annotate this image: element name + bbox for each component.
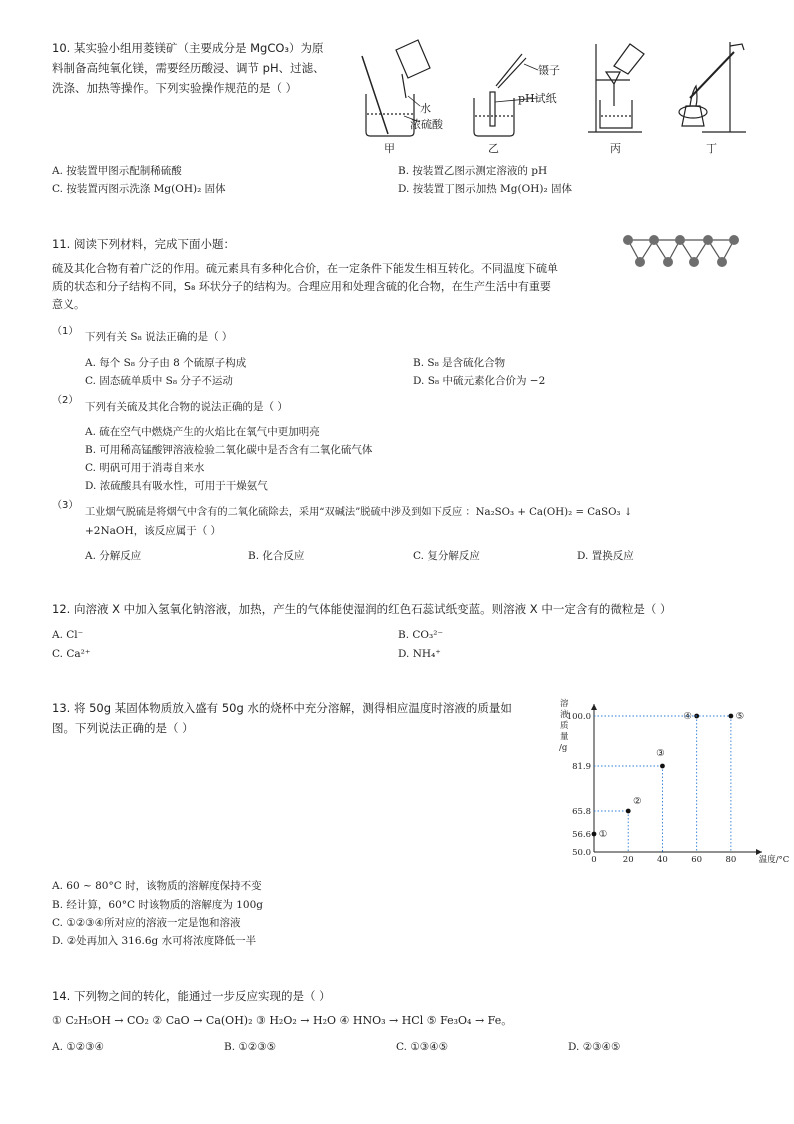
q13-option-c[interactable]: C. ①②③④所对应的溶液一定是饱和溶液 <box>52 917 241 929</box>
chart-point-label: ① <box>598 829 608 840</box>
q11-sub3-option-b[interactable]: B. 化合反应 <box>248 550 305 562</box>
apparatus-bing <box>588 44 644 132</box>
q11-sub2-option-a[interactable]: A. 硫在空气中燃烧产生的火焰比在氧气中更加明亮 <box>85 426 320 438</box>
chart-x-tick-label: 20 <box>622 855 634 865</box>
caption-ding: 丁 <box>706 142 717 155</box>
caption-yi: 乙 <box>488 142 499 155</box>
chart-point-5 <box>728 714 733 719</box>
chart-ylabel-5: /g <box>559 743 568 753</box>
solution-mass-chart <box>548 694 790 870</box>
chart-ylabel-2: 液 <box>560 710 569 720</box>
q11-sub1-option-c[interactable]: C. 固态硫单质中 S₈ 分子不运动 <box>85 375 233 387</box>
chart-point-label: ③ <box>656 748 665 759</box>
q11-sub1-option-d[interactable]: D. S₈ 中硫元素化合价为 −2 <box>413 375 546 387</box>
q11-sub2-option-d[interactable]: D. 浓硫酸具有吸水性，可用于干燥氨气 <box>85 480 268 492</box>
s8-ring-structure <box>618 230 748 272</box>
q10-stem-line3: 洗涤、加热等操作。下列实验操作规范的是（ ） <box>52 81 298 95</box>
q11-material <box>52 260 612 314</box>
q10-option-d[interactable]: D. 按装置丁图示加热 Mg(OH)₂ 固体 <box>398 183 573 195</box>
q12-option-a[interactable]: A. Cl⁻ <box>52 629 84 641</box>
chart-point-label: ④ <box>683 711 692 722</box>
label-water: 水 <box>420 102 431 115</box>
q11-sub3-option-a[interactable]: A. 分解反应 <box>85 550 142 562</box>
chart-point-label: ② <box>632 796 642 807</box>
q11-material-line3: 意义。 <box>52 298 85 311</box>
q11-sub2-option-c[interactable]: C. 明矾可用于消毒自来水 <box>85 462 205 474</box>
q11-material-line2: 质的状态和分子结构不同，S₈ 环状分子的结构为。合理应用和处理含硫的化合物，在生产生活中有重要 <box>52 280 551 293</box>
q11-sub3-number: （3） <box>52 500 79 511</box>
caption-bing: 丙 <box>610 142 621 155</box>
q13-option-b[interactable]: B. 经计算，60°C 时该物质的溶解度为 100g <box>52 899 263 911</box>
q11-sub2-stem: 下列有关硫及其化合物的说法正确的是（ ） <box>85 401 288 413</box>
q11-sub1-stem: 下列有关 S₈ 说法正确的是（ ） <box>85 331 233 343</box>
chart-y-tick-label: 56.6 <box>572 830 591 840</box>
chart-point-1 <box>592 832 597 837</box>
label-ph-paper: pH试纸 <box>518 92 557 105</box>
q11-title: 11. 阅读下列材料，完成下面小题： <box>52 237 235 251</box>
q10-stem-line2: 料制备高纯氧化镁，需要经历酸浸、调节 pH、过滤、 <box>52 61 325 75</box>
label-concentrated-acid: 浓硫酸 <box>410 118 443 131</box>
q13-stem-line1: 13. 将 50g 某固体物质放入盛有 50g 水的烧杯中充分溶解，测得相应温度时溶液的质量如 <box>52 701 512 715</box>
chart-point-2 <box>626 809 631 814</box>
q11-sub3-option-c[interactable]: C. 复分解反应 <box>413 550 480 562</box>
chart-x-tick-label: 40 <box>657 855 668 865</box>
chart-point-label: ⑤ <box>735 711 745 722</box>
chart-x-tick-label: 80 <box>725 855 737 865</box>
q10-stem-line1: 10. 某实验小组用菱镁矿（主要成分是 MgCO₃）为原 <box>52 41 324 55</box>
q11-sub2-option-b[interactable]: B. 可用稀高锰酸钾溶液检验二氧化碳中是否含有二氧化硫气体 <box>85 444 373 456</box>
chart-ylabel-3: 质 <box>560 721 569 731</box>
chart-y-tick-label: 100.0 <box>566 712 591 722</box>
q10-option-c[interactable]: C. 按装置丙图示洗涤 Mg(OH)₂ 固体 <box>52 183 226 195</box>
q12-stem: 12. 向溶液 X 中加入氢氧化钠溶液，加热，产生的气体能使湿润的红色石蕊试纸变蓝。则溶液 X 中一定含有的微粒是（ ） <box>52 602 672 616</box>
q10-option-b[interactable]: B. 按装置乙图示测定溶液的 pH <box>398 165 548 177</box>
q12-option-d[interactable]: D. NH₄⁺ <box>398 648 441 660</box>
q14-option-c[interactable]: C. ①③④⑤ <box>396 1041 448 1053</box>
q14-option-b[interactable]: B. ①②③⑤ <box>224 1041 277 1053</box>
q11-sub3-stem-line1: 工业烟气脱硫是将烟气中含有的二氧化硫除去，采用“双碱法”脱硫中涉及到如下反应 ：Na₂SO₃ + Ca(OH)₂ = CaSO₃ ↓ <box>85 507 633 518</box>
q14-reactions: ① C₂H₅OH → CO₂ ② CaO → Ca(OH)₂ ③ H₂O₂ → H₂O ④ HNO₃ → HCl ⑤ Fe₃O₄ → Fe。 <box>52 1014 513 1027</box>
chart-x-axis-label: 温度/°C <box>758 855 790 865</box>
q10-stem <box>52 38 352 98</box>
q14-option-a[interactable]: A. ①②③④ <box>52 1041 104 1053</box>
q11-sub2-number: （2） <box>52 395 79 406</box>
chart-point-3 <box>660 764 665 769</box>
q13-option-a[interactable]: A. 60 ~ 80°C 时，该物质的溶解度保持不变 <box>52 880 262 892</box>
q10-apparatus-figure <box>352 36 762 156</box>
q14-stem: 14. 下列物之间的转化，能通过一步反应实现的是（ ） <box>52 989 331 1003</box>
chart-y-tick-label: 65.8 <box>572 807 591 817</box>
chart-y-tick-label: 50.0 <box>572 848 591 858</box>
q10-option-a[interactable]: A. 按装置甲图示配制稀硫酸 <box>52 165 182 177</box>
chart-ylabel-4: 量 <box>560 732 569 742</box>
chart-x-tick-label: 0 <box>591 855 597 865</box>
q12-option-b[interactable]: B. CO₃²⁻ <box>398 629 443 641</box>
chart-y-arrow <box>591 704 597 710</box>
q11-material-line1: 硫及其化合物有着广泛的作用。硫元素具有多种化合价，在一定条件下能发生相互转化。不同温度下硫单 <box>52 262 558 275</box>
q13-stem-line2: 图。下列说法正确的是（ ） <box>52 721 194 735</box>
q14-option-d[interactable]: D. ②③④⑤ <box>568 1041 621 1053</box>
apparatus-ding <box>679 42 746 132</box>
q11-sub1-option-a[interactable]: A. 每个 S₈ 分子由 8 个硫原子构成 <box>85 357 247 369</box>
q11-sub1-option-b[interactable]: B. S₈ 是含硫化合物 <box>413 357 506 369</box>
q13-stem <box>52 698 542 738</box>
chart-y-tick-label: 81.9 <box>572 762 591 772</box>
caption-jia: 甲 <box>384 142 395 155</box>
chart-ylabel-1: 溶 <box>560 699 569 709</box>
q11-sub3-option-d[interactable]: D. 置换反应 <box>577 550 634 562</box>
q11-sub1-number: （1） <box>52 326 79 337</box>
q12-option-c[interactable]: C. Ca²⁺ <box>52 648 91 660</box>
chart-x-tick-label: 60 <box>691 855 703 865</box>
q11-sub3-stem-line2: +2NaOH，该反应属于（ ） <box>85 525 222 537</box>
q13-option-d[interactable]: D. ②处再加入 316.6g 水可将浓度降低一半 <box>52 935 257 947</box>
label-tweezers: 镊子 <box>538 64 560 77</box>
